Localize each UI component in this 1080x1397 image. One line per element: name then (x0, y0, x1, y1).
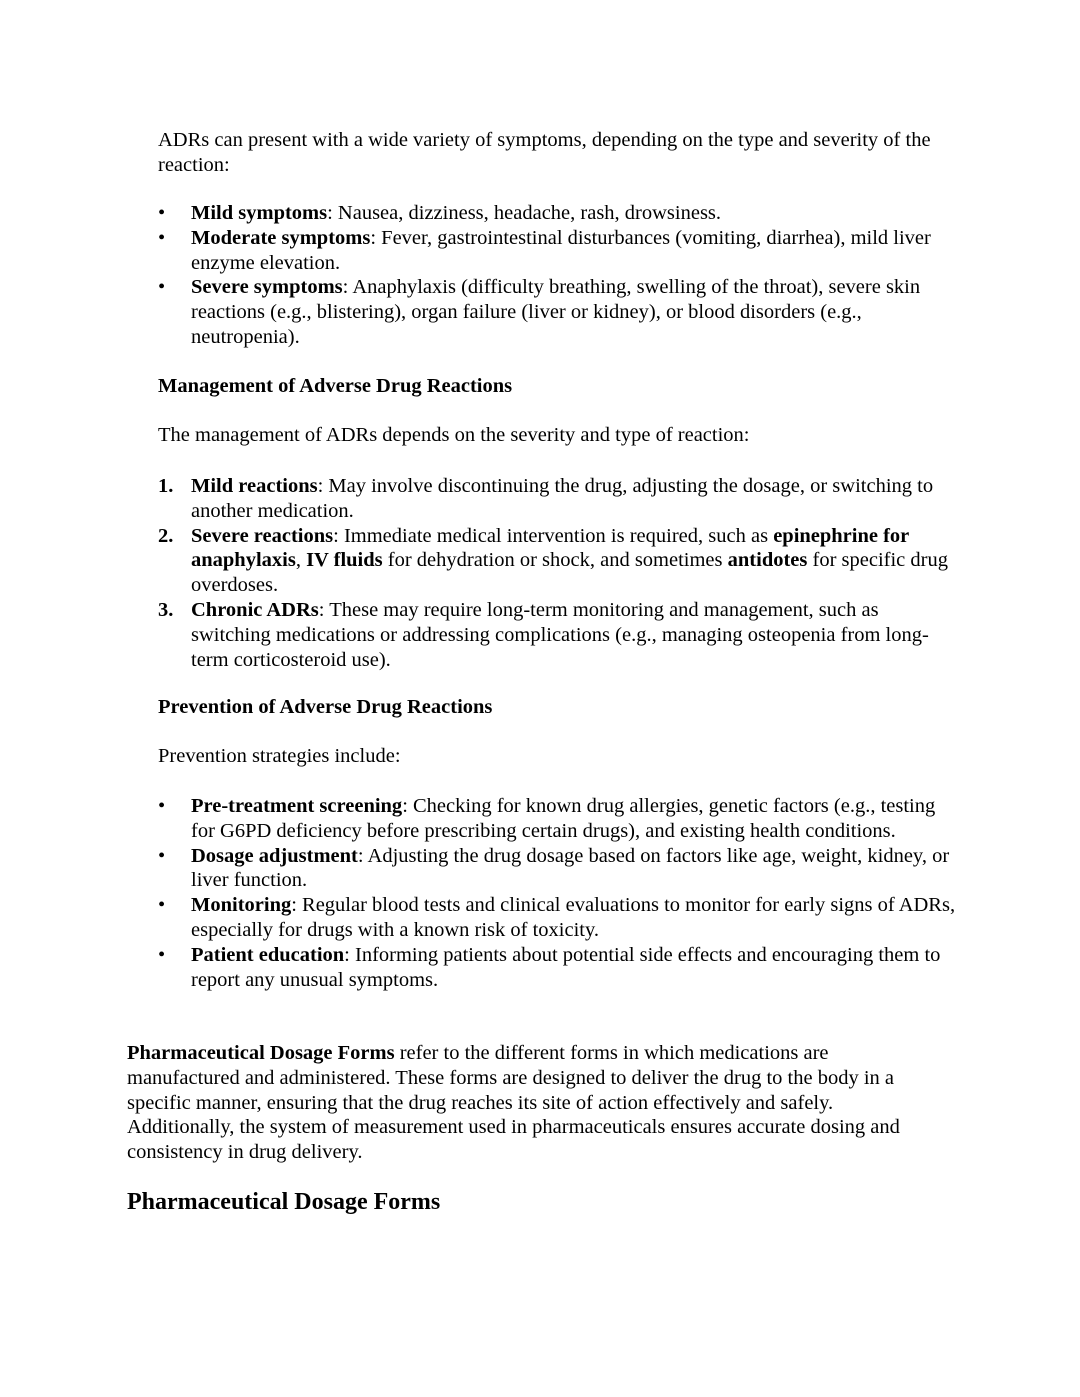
list-item-text: : Informing patients about potential side effects and encouraging them to report any unusual symptoms. (191, 943, 941, 991)
list-item-text: : Fever, gastrointestinal disturbances (vomiting, diarrhea), mild liver enzyme elevation. (191, 226, 931, 274)
management-heading: Management of Adverse Drug Reactions (158, 375, 513, 397)
symptoms-list (158, 201, 958, 350)
list-item-text: , (295, 549, 307, 572)
list-item-text: for dehydration or shock, and sometimes (382, 549, 728, 572)
symptoms-intro: ADRs can present with a wide variety of symptoms, depending on the type and severity of the reaction: (158, 129, 931, 176)
list-number: 3. (158, 598, 174, 621)
list-item-text: : May involve discontinuing the drug, adjusting the dosage, or switching to another medication. (191, 475, 934, 522)
emphasis-epinephrine: epinephrine for anaphylaxis (191, 524, 909, 572)
list-item-pre-treatment-screening (158, 794, 958, 844)
prevention-list (158, 794, 958, 992)
management-intro: The management of ADRs depends on the severity and type of reaction: (158, 424, 750, 446)
list-item-patient-education (158, 943, 958, 993)
list-item-severe-symptoms (158, 275, 958, 349)
prevention-intro: Prevention strategies include: (158, 745, 401, 767)
list-item-text: for specific drug overdoses. (191, 549, 948, 597)
list-item-text: : These may require long-term monitoring and management, such as switching medications or addressing complications (e.g., managing osteopenia from long-term corticosteroid use). (191, 598, 929, 671)
list-item-mild-symptoms (158, 201, 958, 226)
bullet-icon: • (158, 943, 166, 966)
bullet-icon: • (158, 202, 166, 224)
list-item-term: Monitoring (191, 894, 292, 917)
dosage-forms-paragraph (127, 1041, 937, 1165)
paragraph-term: Pharmaceutical Dosage Forms (127, 1042, 395, 1064)
list-item-moderate-symptoms (158, 226, 958, 276)
list-item-text: : Immediate medical intervention is required, such as (333, 524, 774, 547)
list-item-term: Severe symptoms (191, 276, 343, 299)
list-item-text: : Checking for known drug allergies, genetic factors (e.g., testing for G6PD deficiency before prescribing certain drugs), and existing health conditions. (191, 795, 936, 842)
bullet-icon: • (158, 226, 166, 249)
list-item-mild-reactions (158, 474, 958, 524)
list-item-term: Patient education (191, 943, 345, 966)
list-item-term: Dosage adjustment (191, 844, 358, 867)
list-number: 1. (158, 475, 174, 497)
list-item-text: : Anaphylaxis (difficulty breathing, swelling of the throat), severe skin reactions (e.g., blistering), organ failure (liver or kidney), or blood disorders (e.g., neutropenia). (191, 276, 921, 348)
bullet-icon: • (158, 276, 166, 299)
list-item-monitoring (158, 893, 958, 943)
management-list (158, 474, 958, 672)
list-item-term: Mild symptoms (191, 202, 328, 224)
list-item-term: Moderate symptoms (191, 226, 371, 249)
paragraph-text: refer to the different forms in which medications are manufactured and administered. These forms are designed to deliver the drug to the body in a specific manner, ensuring that the drug reaches its site of action effectively and safely. Additionally, the system of measurement used in pharmaceuticals ensures accurate dosing and consistency in drug delivery. (127, 1042, 900, 1164)
list-item-term: Severe reactions (191, 524, 334, 547)
list-item-severe-reactions (158, 524, 958, 598)
list-item-term: Mild reactions (191, 475, 318, 497)
list-item-chronic-adrs (158, 598, 958, 672)
emphasis-iv-fluids: IV fluids (306, 549, 383, 572)
list-item-text: : Adjusting the drug dosage based on factors like age, weight, kidney, or liver function. (191, 844, 950, 892)
list-item-term: Pre-treatment screening (191, 795, 403, 817)
list-item-dosage-adjustment (158, 844, 958, 894)
bullet-icon: • (158, 795, 166, 817)
list-item-text: : Nausea, dizziness, headache, rash, drowsiness. (327, 202, 722, 224)
list-item-text: : Regular blood tests and clinical evaluations to monitor for early signs of ADRs, especially for drugs with a known risk of toxicity. (191, 894, 956, 941)
section-heading: Pharmaceutical Dosage Forms (127, 1189, 441, 1215)
list-number: 2. (158, 524, 174, 547)
list-item-term: Chronic ADRs (191, 598, 319, 621)
prevention-heading: Prevention of Adverse Drug Reactions (158, 696, 493, 718)
bullet-icon: • (158, 894, 166, 917)
emphasis-antidotes: antidotes (727, 549, 808, 572)
bullet-icon: • (158, 844, 166, 867)
